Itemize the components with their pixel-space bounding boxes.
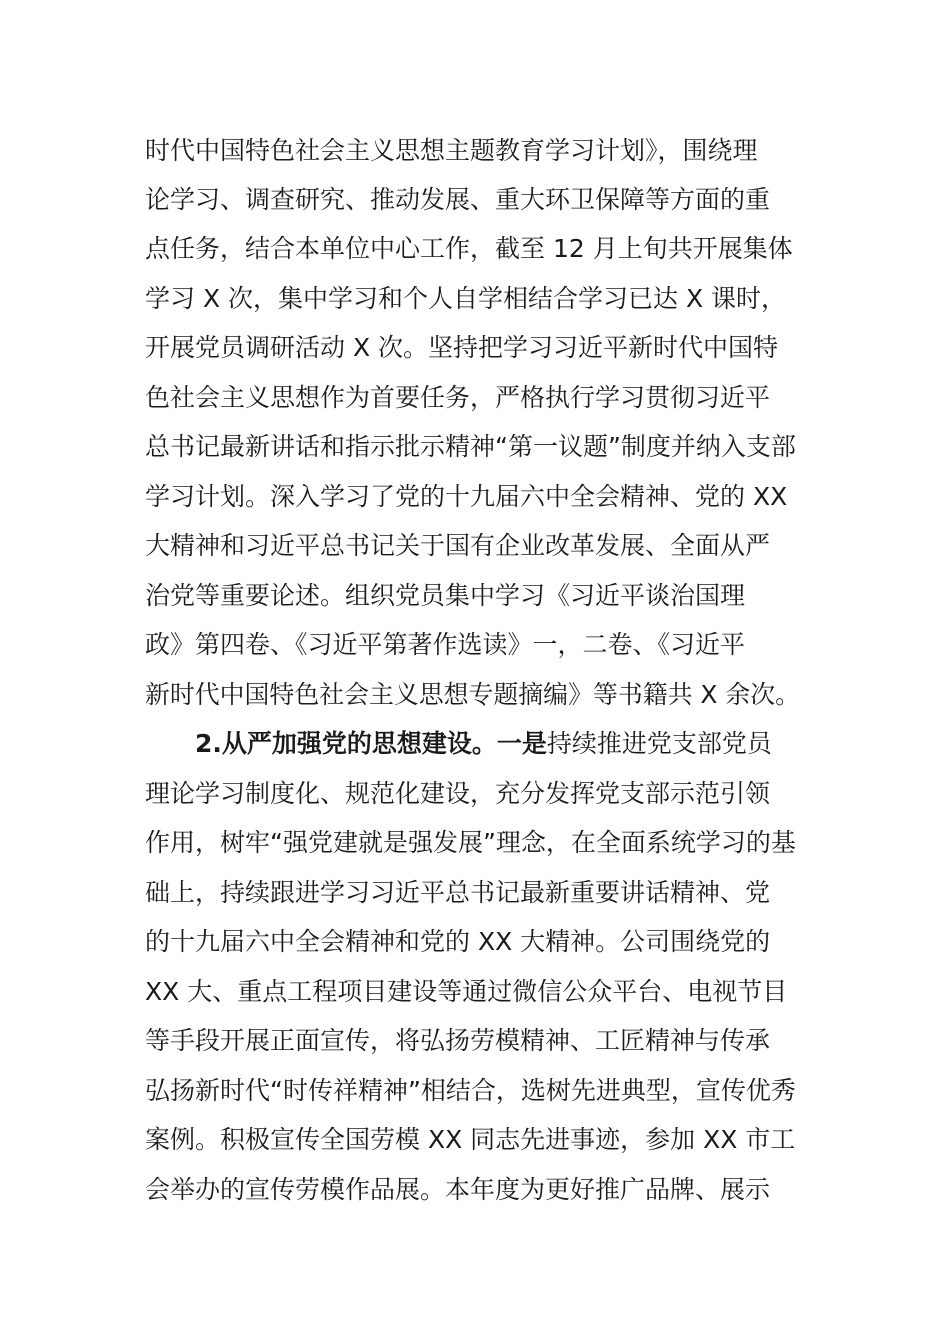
text-line: 案例。积极宣传全国劳模 XX 同志先进事迹，参加 XX 市工 bbox=[145, 1125, 796, 1154]
text-line: 等手段开展正面宣传，将弘扬劳模精神、工匠精神与传承 bbox=[145, 1026, 771, 1055]
text-line: 论学习、调查研究、推动发展、重大环卫保障等方面的重 bbox=[145, 185, 771, 214]
text-line-first bbox=[195, 724, 772, 764]
text-line: XX 大、重点工程项目建设等通过微信公众平台、电视节目 bbox=[145, 977, 788, 1006]
text-line: 学习计划。深入学习了党的十九届六中全会精神、党的 XX bbox=[145, 482, 788, 511]
text-line: 的十九届六中全会精神和党的 XX 大精神。公司围绕党的 bbox=[145, 927, 771, 956]
section-heading: 2.从严加强党的思想建设。 bbox=[195, 729, 497, 758]
text-line: 作用，树牢“强党建就是强发展”理念，在全面系统学习的基 bbox=[145, 828, 796, 857]
lead-phrase: 一是 bbox=[496, 729, 547, 758]
text-line: 础上，持续跟进学习习近平总书记最新重要讲话精神、党 bbox=[145, 878, 771, 907]
text-line: 开展党员调研活动 X 次。坚持把学习习近平新时代中国特 bbox=[145, 333, 779, 362]
text-line: 大精神和习近平总书记关于国有企业改革发展、全面从严 bbox=[145, 531, 771, 560]
text-line: 会举办的宣传劳模作品展。本年度为更好推广品牌、展示 bbox=[145, 1175, 771, 1204]
text-line: 弘扬新时代“时传祥精神”相结合，选树先进典型，宣传优秀 bbox=[145, 1076, 796, 1105]
text-line: 新时代中国特色社会主义思想专题摘编》等书籍共 X 余次。 bbox=[145, 680, 801, 709]
text-line: 治党等重要论述。组织党员集中学习《习近平谈治国理 bbox=[145, 581, 746, 610]
text-line: 总书记最新讲话和指示批示精神“第一议题”制度并纳入支部 bbox=[145, 432, 796, 461]
text-line: 色社会主义思想作为首要任务，严格执行学习贯彻习近平 bbox=[145, 383, 771, 412]
text-line: 理论学习制度化、规范化建设，充分发挥党支部示范引领 bbox=[145, 779, 771, 808]
text-line: 政》第四卷、《习近平第著作选读》一，二卷、《习近平 bbox=[145, 630, 746, 659]
text-line: 点任务，结合本单位中心工作，截至 12 月上旬共开展集体 bbox=[145, 234, 793, 263]
first-line-text: 持续推进党支部党员 bbox=[546, 729, 772, 758]
text-line: 时代中国特色社会主义思想主题教育学习计划》，围绕理 bbox=[145, 136, 758, 165]
text-line: 学习 X 次，集中学习和个人自学相结合学习已达 X 课时， bbox=[145, 284, 787, 313]
